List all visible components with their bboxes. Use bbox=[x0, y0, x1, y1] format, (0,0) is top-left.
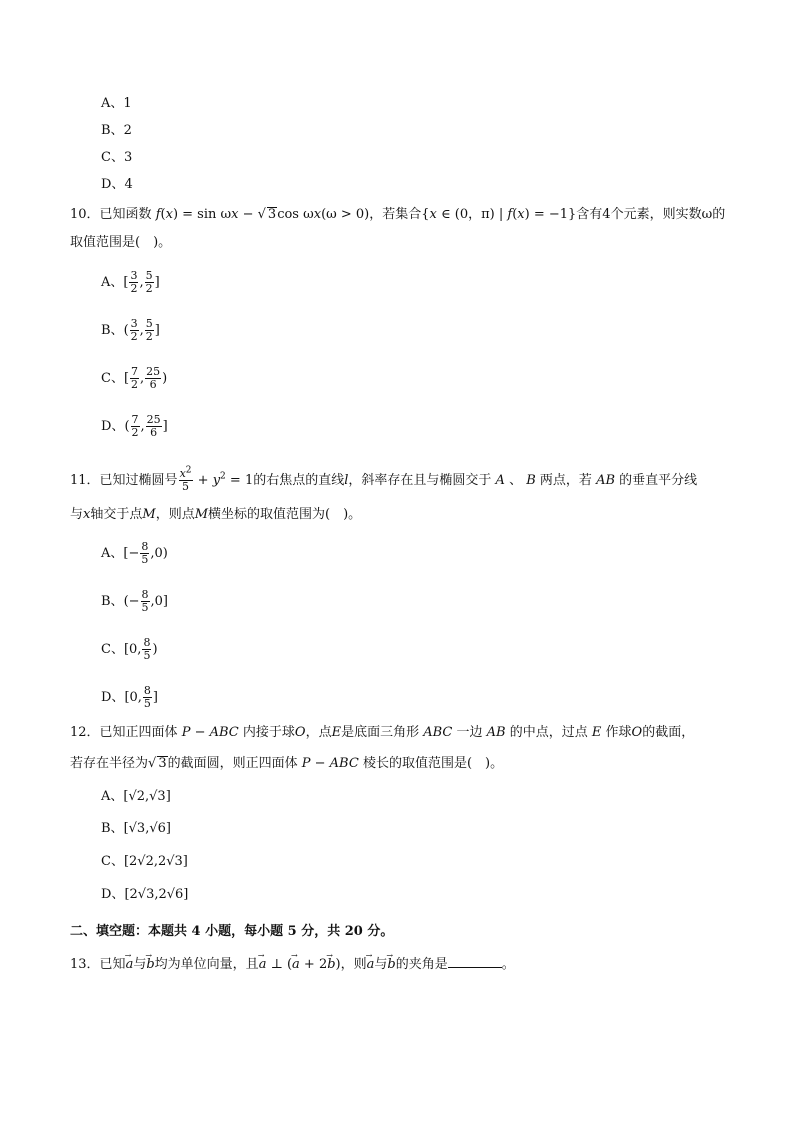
q9-option-a: A、1 bbox=[101, 96, 132, 111]
q12-option-c: C、[2√2,2√3] bbox=[101, 854, 188, 869]
q11-option-c: C、[0, $\frac{8}{5}$ ) bbox=[101, 636, 158, 662]
q12-stem-line1: 12．已知正四面体 P − ABC 内接于球O，点E是底面三角形 ABC 一边 AB 的中点，过点 E 作球O的截面， bbox=[70, 725, 695, 740]
q12-option-b: B、[√3,√6] bbox=[101, 821, 171, 836]
q10-option-d: D、( $\frac{7}{2}$ , $\frac{25}{6}$ ] bbox=[101, 413, 168, 439]
q9-option-d: D、4 bbox=[101, 177, 133, 192]
q12-stem-line2: 若存在半径为√ 3的截面圆，则正四面体 P − ABC 棱长的取值范围是( )。 bbox=[70, 756, 504, 771]
q9-option-b: B、2 bbox=[101, 123, 132, 138]
q11-stem-line1: 11．已知过椭圆号 $\frac{x^2}{5}$ + $y^2 = 1$的右焦点的直线l，斜率存在且与椭圆交于 A 、 B 两点，若 AB 的垂直平分线 bbox=[70, 465, 698, 493]
q9-option-c: C、3 bbox=[101, 150, 133, 165]
section-heading-fill-in: 二、填空题：本题共 4 小题，每小题 5 分，共 20 分。 bbox=[70, 924, 394, 939]
q10-stem-line1: 10．已知函数 f(x) = sin ωx − √ 3cos ωx(ω > 0)，若集合{x ∈ (0，π) | f(x) = −1}含有4个元素，则实数ω的 bbox=[70, 207, 726, 222]
q13-stem: 13．已知→ a与→ b均为单位向量，且→ a ⊥ (→ a + 2→ b)，则→ a与→ b的夹角是 。 bbox=[70, 955, 515, 974]
q11-option-d: D、[0, $\frac{8}{5}$ ] bbox=[101, 684, 158, 710]
q11-stem-line2: 与x轴交于点M，则点M横坐标的取值范围为( )。 bbox=[70, 507, 362, 522]
q10-option-a: A、[ $\frac{3}{2}$ , $\frac{5}{2}$ ] bbox=[101, 269, 160, 295]
q10-option-c: C、[ $\frac{7}{2}$ , $\frac{25}{6}$ ) bbox=[101, 365, 168, 391]
answer-blank[interactable] bbox=[448, 955, 502, 968]
q11-option-b: B、(− $\frac{8}{5}$ ,0] bbox=[101, 588, 169, 614]
q12-option-a: A、[√2,√3] bbox=[101, 789, 171, 804]
q10-stem-line2: 取值范围是( )。 bbox=[70, 235, 172, 250]
q12-option-d: D、[2√3,2√6] bbox=[101, 887, 189, 902]
q11-option-a: A、[− $\frac{8}{5}$ ,0) bbox=[101, 540, 168, 566]
q10-option-b: B、( $\frac{3}{2}$ , $\frac{5}{2}$ ] bbox=[101, 317, 160, 343]
